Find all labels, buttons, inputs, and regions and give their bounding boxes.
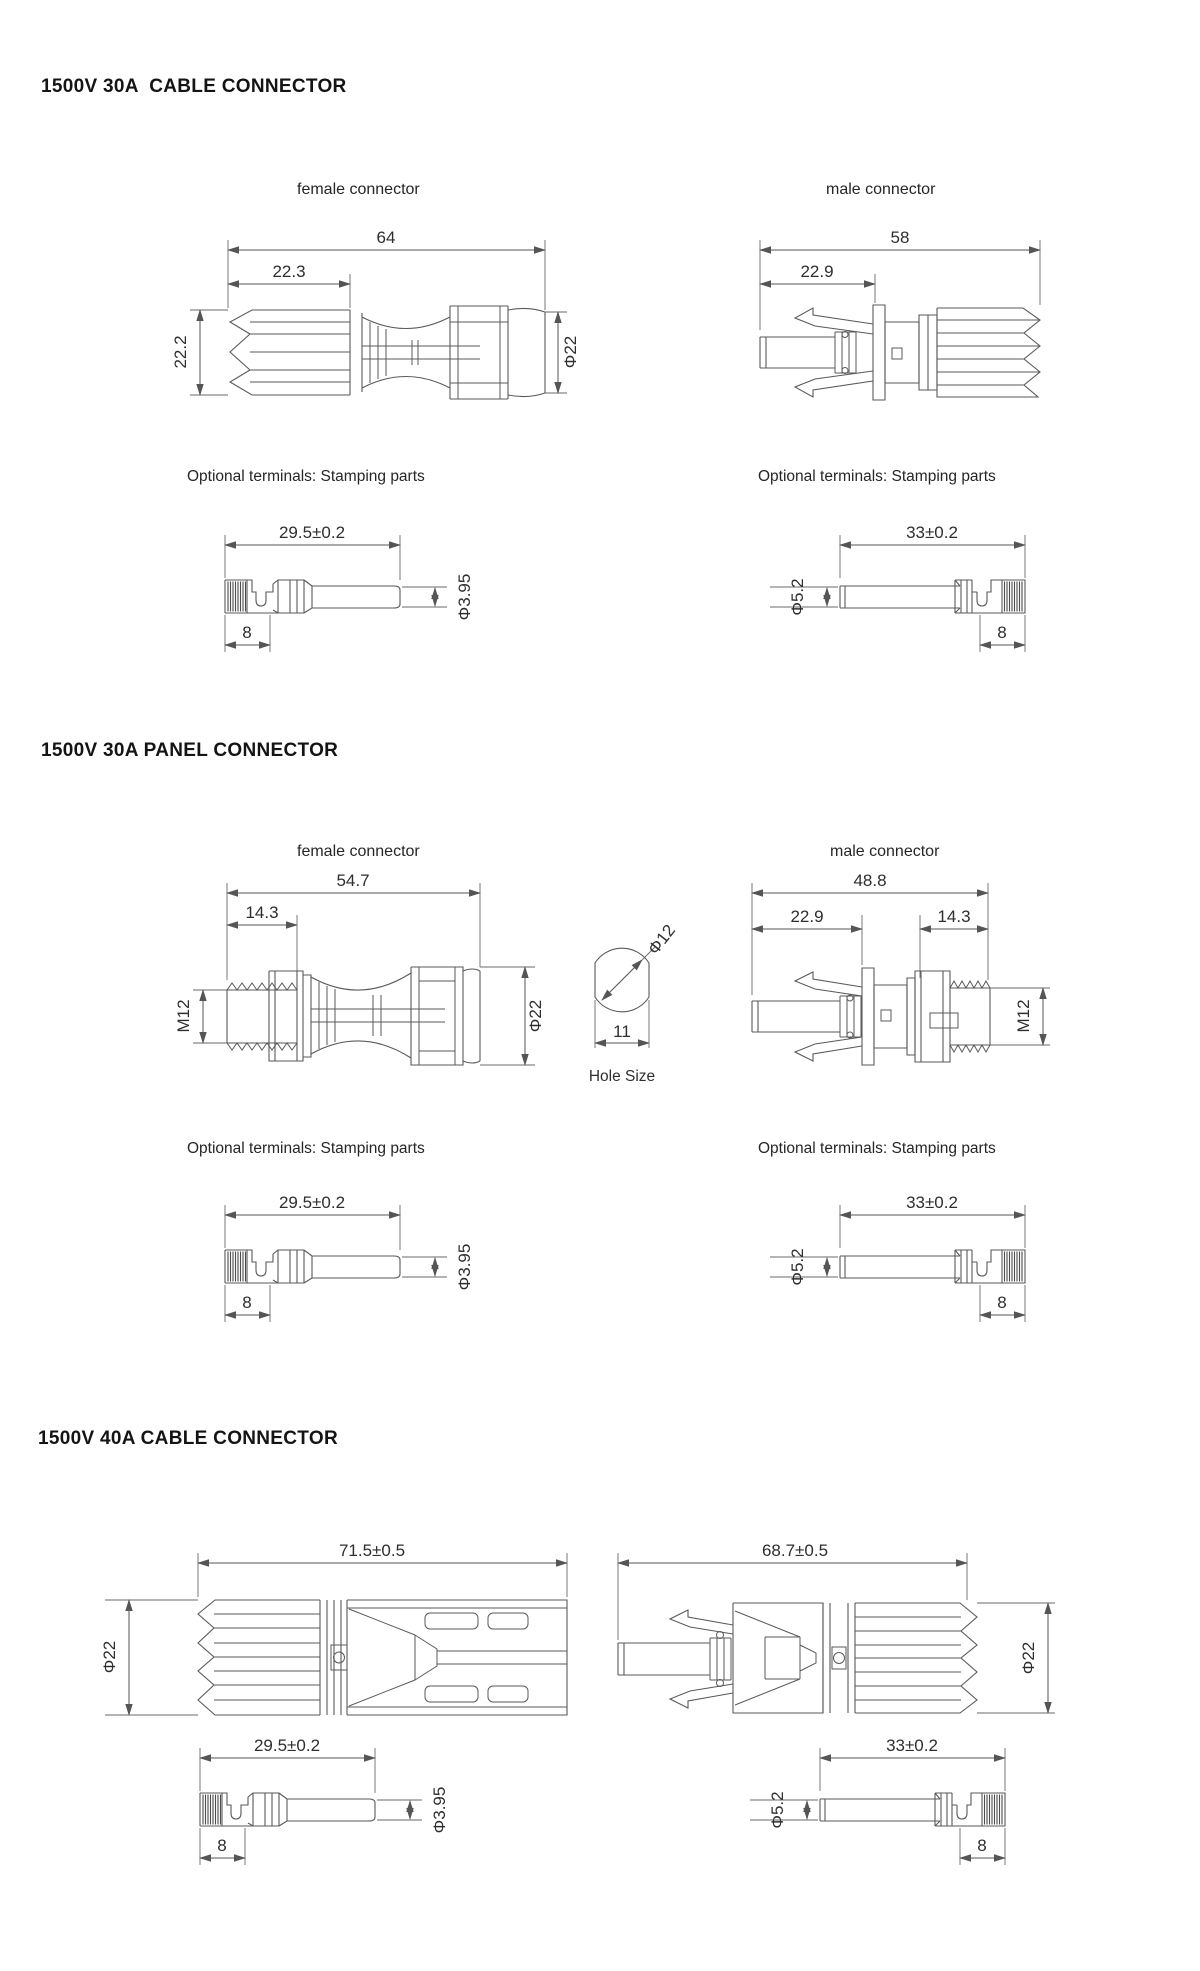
connector-outline — [227, 967, 480, 1065]
dim-diameter-label: Φ5.2 — [768, 1791, 787, 1829]
terminals-caption-right-2: Optional terminals: Stamping parts — [758, 1140, 996, 1157]
terminal-outline — [840, 1250, 1025, 1283]
dim-diameter-label: Φ3.95 — [455, 573, 474, 621]
female-panel30-drawing — [145, 855, 555, 1100]
dim-overall-label: 58 — [890, 228, 910, 247]
dim-crimp-label: 8 — [997, 1293, 1007, 1312]
section-title-40a-cable: 1500V 40A CABLE CONNECTOR — [38, 1428, 338, 1449]
terminal-outline — [225, 1250, 400, 1283]
dim-crimp-label: 8 — [977, 1836, 987, 1855]
dim-front-label: 22.3 — [272, 262, 306, 281]
dim-crimp-label: 8 — [217, 1836, 227, 1855]
terminals-caption-right-1: Optional terminals: Stamping parts — [758, 468, 996, 485]
dim-front-label: 22.9 — [790, 907, 824, 926]
dim-length-label: 29.5±0.2 — [278, 1193, 346, 1212]
female-cable30-label: female connector — [297, 181, 420, 198]
socket-terminal-drawing-3 — [735, 1713, 1065, 1878]
male-cable30-label: male connector — [826, 181, 936, 198]
socket-terminal-drawing-1 — [755, 500, 1085, 665]
dimensions — [595, 921, 679, 1048]
dimensions — [770, 523, 1025, 652]
connector-outline — [618, 1603, 977, 1713]
dim-width-label: 11 — [613, 1022, 631, 1041]
dim-crimp-label: 8 — [242, 1293, 252, 1312]
dim-overall-label: 68.7±0.5 — [761, 1541, 829, 1560]
dim-length-label: 29.5±0.2 — [253, 1736, 321, 1755]
dim-height-label: 22.2 — [171, 335, 190, 369]
connector-outline — [230, 306, 545, 399]
dim-overall-label: 48.8 — [853, 871, 887, 890]
pin-terminal-drawing-3 — [145, 1713, 475, 1878]
dim-front-label: 14.3 — [245, 903, 279, 922]
terminal-outline — [820, 1793, 1005, 1826]
dimensions — [770, 1193, 1025, 1322]
dim-diameter-label: Φ22 — [526, 999, 545, 1033]
male-cable40-drawing — [600, 1525, 1080, 1725]
dim-diameter-label: Φ22 — [100, 1640, 119, 1674]
dim-overall-label: 64 — [376, 228, 396, 247]
dimensions — [200, 1736, 449, 1865]
terminals-caption-left-2: Optional terminals: Stamping parts — [187, 1140, 425, 1157]
dimensions — [225, 523, 474, 652]
terminal-outline — [200, 1793, 375, 1826]
dim-diameter-label: Φ22 — [1019, 1641, 1038, 1675]
male-panel30-drawing — [725, 855, 1065, 1100]
section-title-30a-panel: 1500V 30A PANEL CONNECTOR — [41, 740, 339, 761]
male-panel30-label: male connector — [830, 843, 940, 860]
dim-crimp-label: 8 — [242, 623, 252, 642]
dim-crimp-label: 8 — [997, 623, 1007, 642]
male-cable30-drawing — [735, 210, 1065, 425]
connector-outline — [760, 305, 1040, 400]
female-cable30-drawing — [150, 210, 590, 425]
dim-diameter-label: Φ22 — [561, 335, 580, 369]
dim-overall-label: 54.7 — [336, 871, 370, 890]
dim-thread-label: M12 — [1014, 999, 1033, 1033]
dim-front-label: 22.9 — [800, 262, 834, 281]
terminal-outline — [840, 580, 1025, 613]
female-panel30-label: female connector — [297, 843, 420, 860]
hole-size-caption: Hole Size — [588, 1068, 656, 1085]
dim-length-label: 33±0.2 — [886, 1736, 938, 1755]
dim-diameter-label: Φ3.95 — [455, 1243, 474, 1291]
dimensions — [171, 228, 580, 395]
dim-overall-label: 71.5±0.5 — [338, 1541, 406, 1560]
connector-outline — [752, 968, 990, 1065]
female-cable40-drawing — [85, 1525, 585, 1725]
dimensions — [618, 1541, 1055, 1713]
dim-diameter-label: Φ5.2 — [788, 578, 807, 616]
terminal-outline — [225, 580, 400, 613]
dimensions — [225, 1193, 474, 1322]
pin-terminal-drawing-1 — [170, 500, 500, 665]
pin-terminal-drawing-2 — [170, 1170, 500, 1335]
dim-diameter-label: Φ5.2 — [788, 1248, 807, 1286]
dim-length-label: 33±0.2 — [906, 1193, 958, 1212]
dimensions — [174, 871, 545, 1065]
hole-size-drawing — [560, 915, 710, 1100]
dim-thread-len-label: 14.3 — [937, 907, 971, 926]
dim-diameter-label: Φ3.95 — [430, 1786, 449, 1834]
connector-outline — [198, 1600, 567, 1715]
dimensions — [752, 871, 1050, 1045]
dim-length-label: 29.5±0.2 — [278, 523, 346, 542]
dim-length-label: 33±0.2 — [906, 523, 958, 542]
dim-diameter-label: Φ12 — [644, 920, 680, 959]
dim-thread-label: M12 — [174, 999, 193, 1033]
dimensions — [750, 1736, 1005, 1865]
section-title-30a-cable: 1500V 30A CABLE CONNECTOR — [41, 76, 347, 97]
socket-terminal-drawing-2 — [755, 1170, 1085, 1335]
terminals-caption-left-1: Optional terminals: Stamping parts — [187, 468, 425, 485]
